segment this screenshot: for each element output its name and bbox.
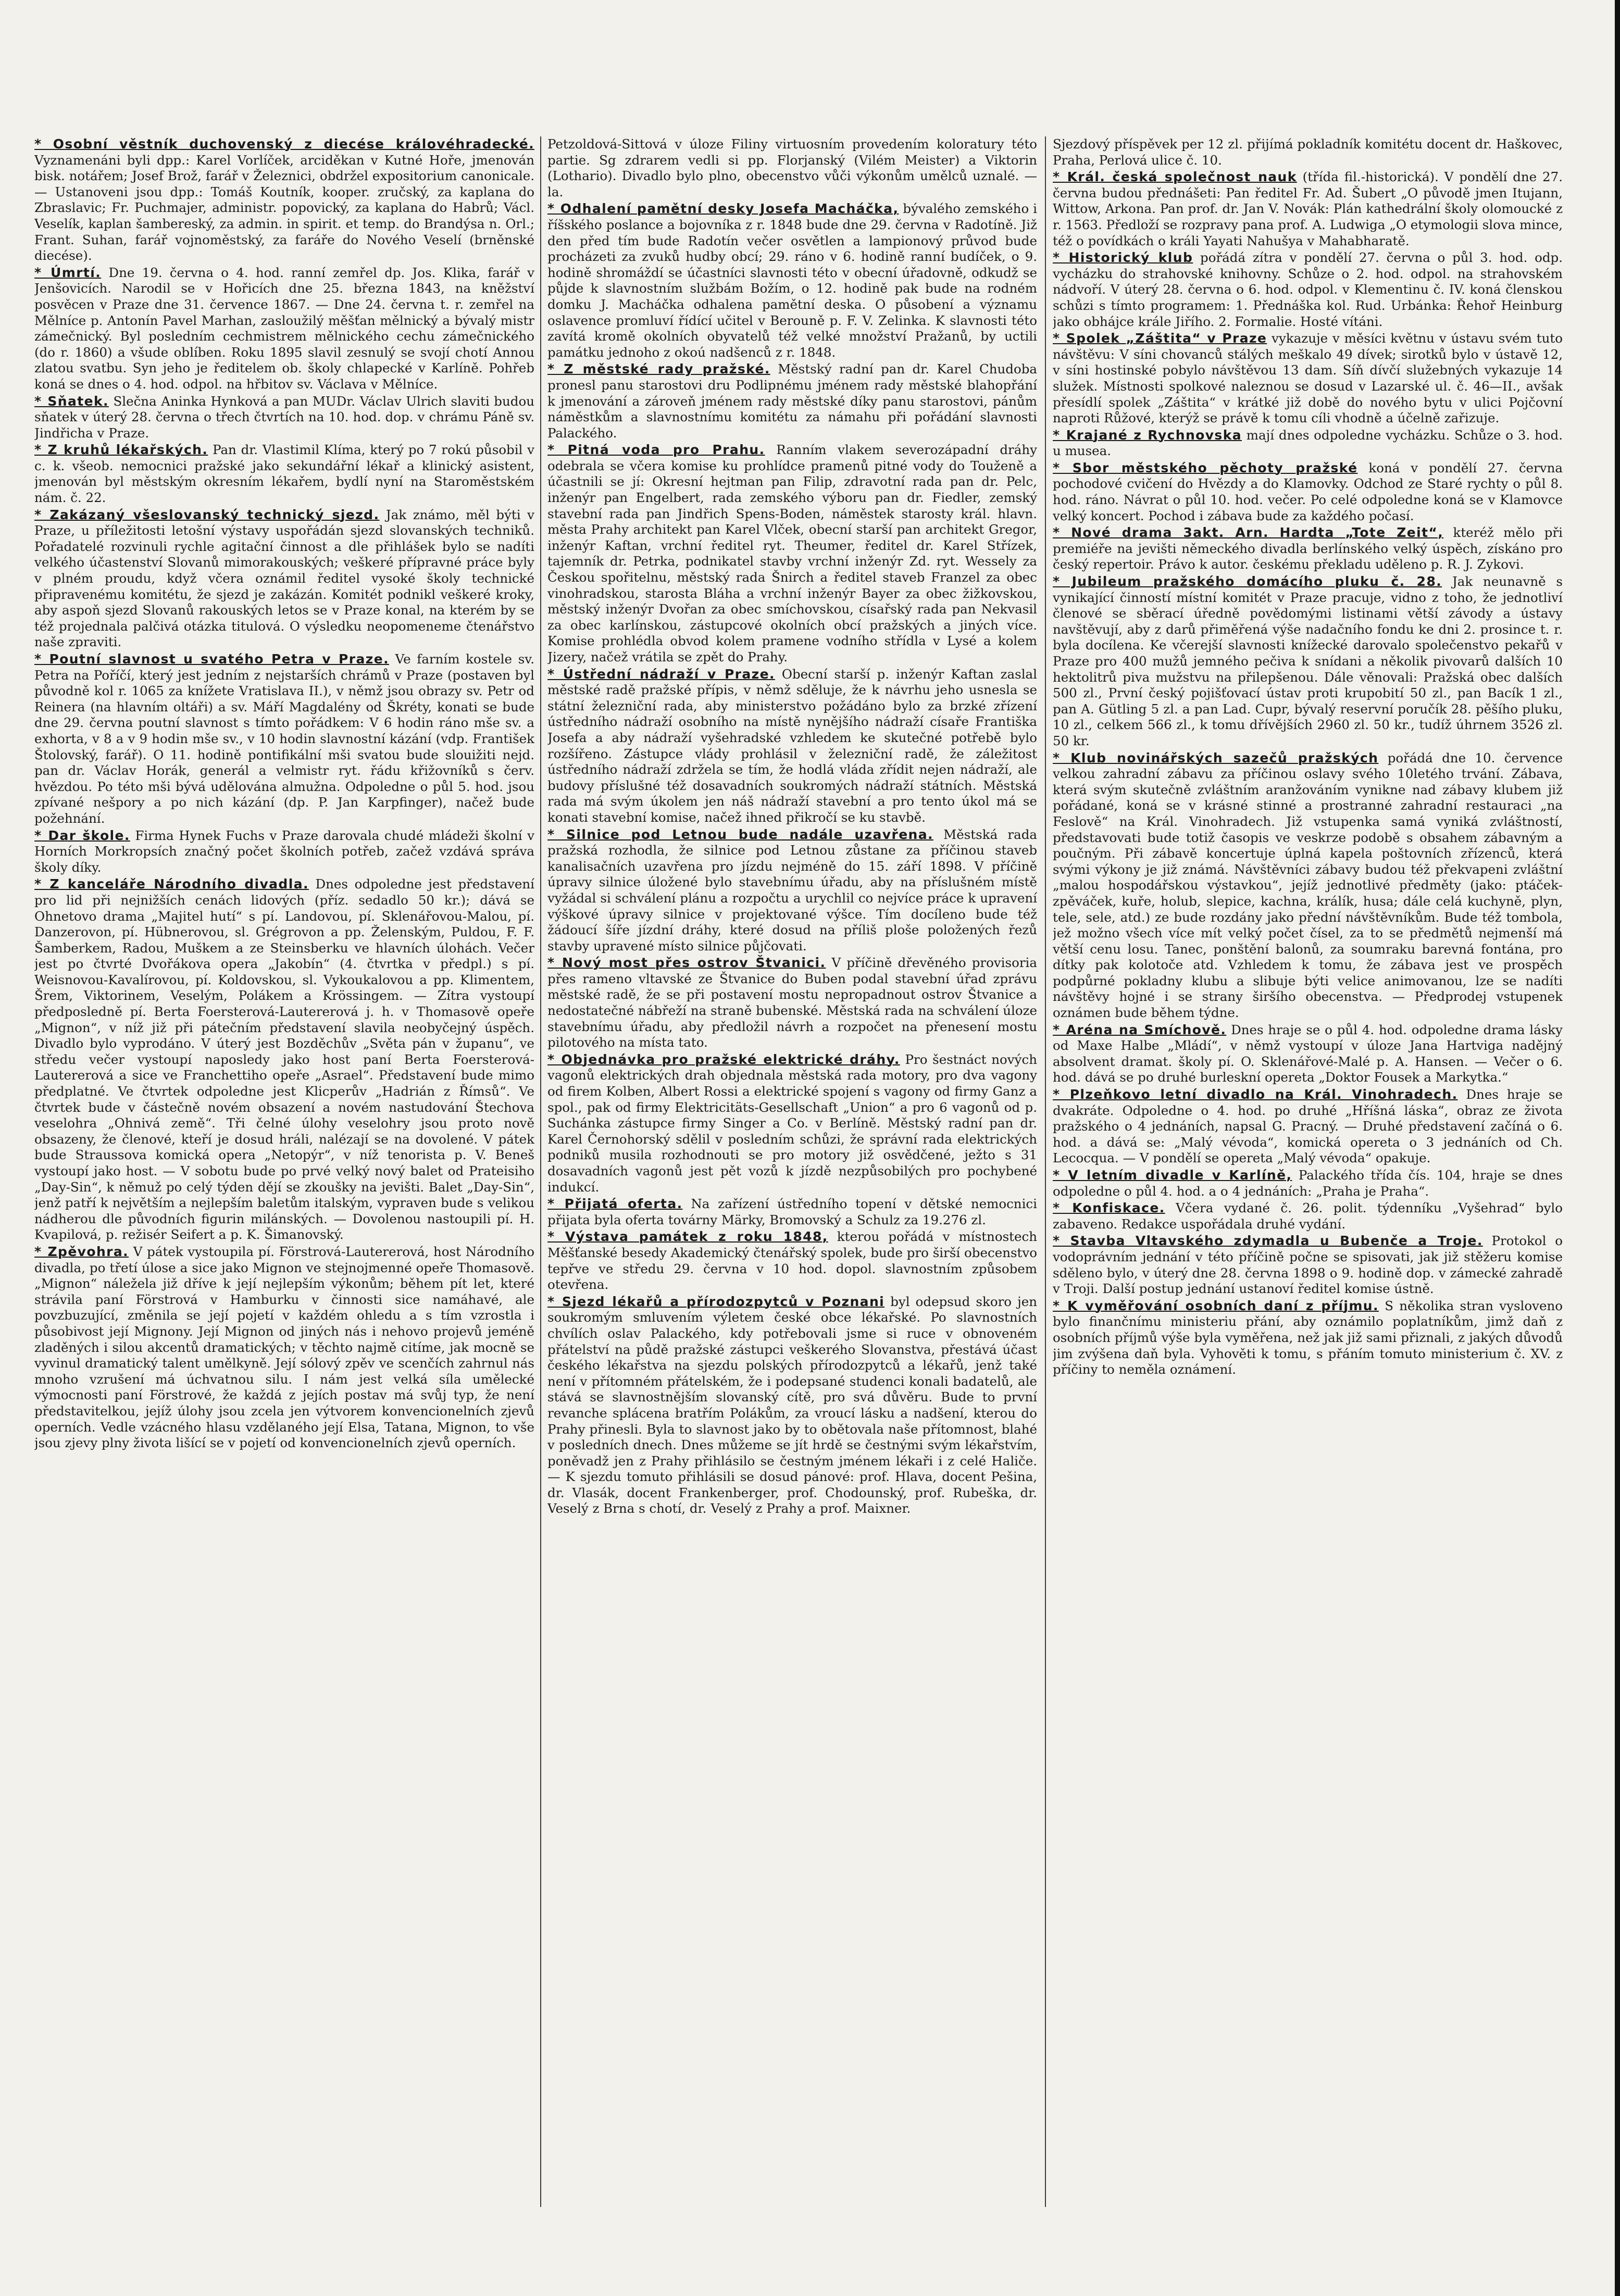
article-body: Petzoldová-Sittová v úloze Filiny virtuosním provedením koloratury této partie. Sg zdrarem vedli si pp. Florjanský (Vilém Meister) a Viktorin (Lothario). Divadlo bylo plno, obecenstvo vůči výkonům umělců uznalé. —la. [547, 136, 1037, 199]
article-body: Palackého třída čís. 104, hraje se dnes odpoledne o půl 4. hod. a o 4 jednáních: „Praha je Praha“. [1053, 1168, 1563, 1199]
article [547, 955, 1037, 1051]
article [1053, 1200, 1563, 1232]
article-body: Dnes hraje se dvakráte. Odpoledne o 4. hod. po druhé „Hříšná láska“, obraz ze života pražského o 4 jednáních, napsal G. Pracný. — Druhé představení začíná o 6. hod. a dává se: „Malý vévoda“, komická opereta o 3 jednáních od Ch. Lecocqua. — V pondělí se opereta „Malý vévoda“ opakuje. [1053, 1087, 1563, 1166]
article-heading: * Konfiskace. [1053, 1200, 1165, 1216]
column-divider [1045, 136, 1046, 2207]
article-body: Dnes odpoledne jest představení pro lid při nejnižších cenách lidových (příz. sedadlo 50 kr.); dává se Ohnetovo drama „Majitel hutí“ s pí. Landovou, pí. Sklenářovou-Malou, pí. Danzerovon, pí. Hübnerovou, sl. Grégrovon a pp. Želenským, Puldou, F. F. Šamberkem, Radou, Muškem a ze Steinsberku ve hlavních úlohách. Večer jest po čtvrté Dvořákova opera „Jakobín“ (4. čtvrtka v předpl.) s pí. Weisnovou-Kavalírovou, pí. Koldovskou, sl. Vykoukalovou a pp. Klimentem, Šrem, Viktorinem, Veselým, Polákem a Krössingem. — Zítra vystoupí předposledně pí. Berta Foersterová-Lautererová j. h. v Thomasově opeře „Mignon“, v níž již při pátečním představení slavila neobyčejný úspěch. Divadlo bylo vyprodáno. V úterý jest Bozděchův „Světa pán v županu“, ve středu večer vystoupí naposledy jako host paní Berta Foersterová-Lautererová a sice ve Franchettiho opeře „Asrael“. Představení bude mimo předplatné. Ve čtvrtek odpoledne jest Klicperův „Hadrián z Římsů“. Ve čtvrtek bude v částečně novém obsazení a novém nastudování Štechova veselohra „Ohnivá země“. Tři čelné úlohy veselohry jsou proto nově obsazeny, že členové, kteří je dosud hráli, nalézají se na dovolené. V pátek bude Straussova komická opera „Netopýr“, v níž tenorista p. V. Beneš vystoupí jako host. — V sobotu bude po prvé velký nový balet od Prateisiho „Day-Sin“, k němuž po celý týden dějí se zkoušky na jevišti. Balet „Day-Sin“, jenž patří k největším a nejlepším baletům italským, vypraven bude s velikou nádherou dle původních figurin milánských. — Dovolenou nastoupili pí. H. Kvapilová, p. režisér Seifert a p. K. Šimanovský. [34, 876, 534, 1243]
article [547, 667, 1037, 826]
article-body: Sjezdový příspěvek per 12 zl. přijímá pokladník komitétu docent dr. Haškovec, Praha, Perlová ulice č. 10. [1053, 136, 1563, 168]
article [1053, 169, 1563, 249]
article [1053, 574, 1563, 749]
article-body: koná v pondělí 27. června pochodové cvičení do Hvězdy a do Klamovky. Odchod ze Staré rychty o půl 8. hod. ráno. Návrat o půl 10. hod. večer. Po celé odpoledne koná se v Klamovce velký koncert. Pochod i zábava bude za každého počasí. [1053, 460, 1563, 523]
article [1053, 136, 1563, 168]
column-middle [547, 136, 1037, 2207]
article-body: Slečna Aninka Hynková a pan MUDr. Václav Ulrich slaviti budou sňatek v úterý 28. června o třech čtvrtích na 10. hod. dop. v chrámu Páně sv. Jindřicha v Praze. [34, 393, 534, 441]
article-heading: * Klub novinářských sazečů pražských [1053, 750, 1379, 766]
article-heading: * Ústřední nádraží v Praze. [547, 666, 775, 682]
article [1053, 331, 1563, 426]
article-body: pořádá dne 10. července velkou zahradní zábavu za příčinou oslavy svého 10letého trvání. Zábava, která svým skutečně zvláštním aranžováním vynikne nad zábavy klubem již pořádané, koná se v krásné stinné a prostranné zahradní restauraci „na Feslově“ na Král. Vinohradech. Již vstupenka samá vyniká zvláštností, představovati bude totiž časopis ve veskrze podobě s obsahem zábavným a poučným. Při zábavě koncertuje úplná kapela poštovních zřízenců, která svými výkony je již známá. Návštěvníci zábavy budou též překvapeni zvláštní „malou hospodářskou výstavkou“, jejíž jednotlivé předměty (jako: ptáček-zpěváček, kuře, holub, slepice, kachna, králík, husa; dále celá kuchyně, plyn, tele, sele, atd.) ze bude rozdány jako přední návštěvníkům. Bude též tombola, jež možno všech více mít velký počet čísel, za to se předmětů nejmenší má větší cenu losu. Tanec, ponštění balonů, za soumraku barevná fontána, pro dítky pak kolotoče atd. Vzhledem k tomu, že zábava jest ve prospěch podpůrné pokladny klubu a slibuje býti velice animovanou, lze se nadíti návštěvy hojné i se strany širšího obecenstva. — Předprodej vstupenek oznámen bude během týdne. [1053, 750, 1563, 1021]
article-body: V pátek vystoupila pí. Förstrová-Lautererová, host Národního divadla, po třetí úlose a sice jako Mignon ve stejnojmenné opeře Thomasově. „Mignon“ náležela již dříve k její nejlepším výkonům; během pít let, které strávila paní Förstrová v Hamburku v činnosti sice namáhavé, ale povzbuzující, změnila se její pojetí v každém ohledu a s tím vzrostla i působivost její Mignony. Její Mignon od jiných nás i nehovo projevů jeméně zladěných i silou akcentů dramatických; v těchto najmě citíme, jak mocně se vyvinul dramatický talent umělkyně. Její sólový zpěv ve scenčích zahrnul nás mnoho vzrušení má úchvatnou silu. I nám jest velká síla umělecké výmocnosti paní Förstrové, že každá z jejích postav má svůj typ, že není představitelkou, jejíž úlohy jsou zcela jen výtvorem konvencionelních zjevů operních. Vedle vzácného hlasu vzdělaného její Elsa, Tatana, Mignon, to vše jsou zjevy plny života lišící se v pojetí od konvencionelních zjevů operních. [34, 1244, 534, 1451]
article-body: Městská rada pražská rozhodla, že silnice pod Letnou zůstane za příčinou staveb kanalisačních uzavřena pro jízdu nejméně do 15. září 1898. V příčině úpravy silnice úložené bylo stavebnímu úřadu, aby na příslušném místě vyžádal si schválení plánu a rozpočtu a urychlil co nejvíce práce k upravení výškové úpravy silnice v projektované výšce. Tím docíleno bude též žádoucí šíře jízdní dráhy, které dosud na příliš ploše položených řezů stavby upravené místo silnice půjčovati. [547, 826, 1037, 953]
article-heading: * V letním divadle v Karlíně, [1053, 1168, 1292, 1183]
article-heading: * Přijatá oferta. [547, 1196, 683, 1212]
article-body: Pan dr. Vlastimil Klíma, který po 7 rokú působil v c. k. všeob. nemocnici pražské jako sekundářní lékař a klinický asistent, jmenován byl městským okresním lékařem, bydlí nyní na Staroměstském nám. č. 22. [34, 442, 534, 506]
article-body: (třída fil.-historická). V pondělí dne 27. června budou přednášeti: Pan ředitel Fr. Ad. Šubert „O původě jmen Itujann, Wittow, Arkona. Pan prof. dr. Jan V. Novák: Plán kathedrální školy olomoucké z r. 1563. Předloží se rozpravy pana prof. A. Ludwiga „O etymologii slova mince, též o povídkách o králi Yayati Nahušya v Mahabharatě. [1053, 169, 1563, 248]
article [34, 828, 534, 876]
article [547, 1052, 1037, 1195]
article-heading: * Silnice pod Letnou bude nadále uzavřena. [547, 826, 933, 842]
article-body: Ve farním kostele sv. Petra na Poříčí, který jest jedním z nejstarších chrámů v Praze (postaven byl původně kol r. 1065 za knížete Vratislava II.), v němž jsou obrazy sv. Petr od Reinera (na hlavním oltáři) a sv. Máří Magdalény od Škréty, konati se bude dne 29. června poutní slavnost s tímto pořádkem: V 6 hodin ráno mše sv. a exhorta, v 8 a v 9 hodin mše sv., v 10 hodin slavnostní kázání (vdp. František Štolovský, farář). O 11. hodině pontifikální mši svatou bude slouižiti nejd. pan dr. Václav Horák, generál a velmistr ryt. řádu křižovníků s červ. hvězdou. Po této mši bývá udělována almužna. Odpoledne o půl 5. hod. jsou zpívané nešpory a po nich kázání (dp. P. Jan Karpfinger), načež bude požehnání. [34, 651, 534, 826]
article-body: kterou pořádá v místnostech Měšťanské besedy Akademický čtenářský spolek, bude pro širší obecenstvo tepřve ve středu 29. června v 10 hod. dopol. slavnostním způsobem otevřena. [547, 1229, 1037, 1293]
article-body: pořádá zítra v pondělí 27. června o půl 3. hod. odp. vycházku do strahovské knihovny. Schůze o 2. hod. odpol. na strahovském nádvoří. V úterý 28. června o 6. hod. odpol. v Klementinu č. IV. koná členskou schůzi s tímto programem: 1. Přednáška kol. Rud. Urbánka: Řehoř Heinburg jako obhájce krále Jiřího. 2. Formalie. Hosté vítáni. [1053, 250, 1563, 329]
article [1053, 1022, 1563, 1086]
article [34, 136, 534, 264]
article [547, 1294, 1037, 1517]
column-divider [540, 136, 541, 2207]
article [34, 1244, 534, 1451]
article-heading: * Král. česká společnost nauk [1053, 169, 1297, 185]
article [1053, 525, 1563, 573]
article-body: Jak neunavně s vynikající činností místní komitét v Praze pracuje, vidno z toho, že jednotliví členové se sběrací úředně povědomými listinami větší závody a ústavy navštěvují, aby z darů přiměřená výše nadačního fondu ke dni 2. prosince t. r. byla docílena. Ke včerejší slavnosti knížecké darovalo společenstvo pekařů v Praze pro 400 mužů jemného pečiva k snídani a několik pivovarů dalších 10 hektolitrů piva mužstvu na přilepšenou. Dále věnovali: Pražská obec dalších 500 zl., První český pojišťovací ústav proti krupobití 50 zl., pan Bacík 1 zl., pan A. Gütling 5 zl. a pan Lad. Cupr, bývalý reservní poručík 28. pěšího pluku, 10 zl., celkem 566 zl., k tomu dřívějších 2960 zl. 50 kr., tudíž úhrnem 3526 zl. 50 kr. [1053, 574, 1563, 748]
article-heading: * K vyměřování osobních daní z příjmu. [1053, 1298, 1379, 1313]
article [547, 1196, 1037, 1228]
article-heading: * Sbor městského pěchoty pražské [1053, 460, 1358, 475]
article-body: mají dnes odpoledne vycházku. Schůze o 3. hod. u musea. [1053, 427, 1563, 459]
article [34, 265, 534, 393]
article-body: vykazuje v měsíci květnu v ústavu svém tuto návštěvu: V síni chovanců stálých meškalo 49 dívek; sirotků bylo v ústavě 12, v síni hostinské pobylo návštěvou 13 dam. Síň dívčí služebných vykazuje 14 služek. Místnosti spolkové naleznou se dosud v Lazarské ul. č. 46—II., avšak přesídlí spolek „Záštita“ v krátké již době do nového bytu v ulici Pojčovní naproti Růžové, kterýž se právě k tomu cíli vhodně a účelně zařizuje. [1053, 331, 1563, 426]
article-heading: * Výstava památek z roku 1848, [547, 1229, 828, 1245]
article-heading: * Z kanceláře Národního divadla. [34, 876, 309, 892]
article-heading: * Krajané z Rychnovska [1053, 427, 1242, 443]
article-heading: * Dar škole. [34, 827, 130, 843]
scan-edge [1615, 0, 1620, 2296]
article-heading: * Sňatek. [34, 393, 109, 409]
article-heading: * Úmrtí. [34, 265, 102, 280]
article-heading: * Aréna na Smíchově. [1053, 1022, 1227, 1037]
article-body: Dne 19. června o 4. hod. ranní zemřel dp. Jos. Klika, farář v Jenšovicích. Narodil se v Hořicích dne 25. března 1843, na kněžství posvěcen v Praze dne 31. července 1867. — Dne 24. června t. r. zemřel na Mělníce p. Antonín Pavel Marhan, zasloužilý měšťan mělnický a bývalý mistr zámečnický. Byl posledním cechmistrem mělnického cechu zámečnického (do r. 1860) a všude oblíben. Roku 1895 slavil zesnulý se svojí chotí Annou zlatou svatbu. Syn jeho je ředitelem ob. školy chlapecké v Karlíně. Pohřeb koná se dnes o 4. hod. odpol. na hřbitov sv. Václava v Mělníce. [34, 265, 534, 392]
article [547, 136, 1037, 200]
article-heading: * Z kruhů lékařských. [34, 442, 208, 458]
article-body: V příčině dřevěného provisoria přes rameno vltavské ze Štvanice do Buben podal stavební úřad zprávu městské radě, že se při postavení mostu nepropadnout ostrov Štvanice a nedostatečné nábřeží na straně bubenské. Městská rada na schválení úloze stavebnímu úřadu, aby předložil návrh a rozpočet na přenesení mostu pilotového na místa tato. [547, 955, 1037, 1050]
article [547, 827, 1037, 955]
article [1053, 460, 1563, 524]
article-body: Ranním vlakem severozápadní dráhy odebrala se včera komise ku prohlídce pramenů pitné vody do Touženě a účastnili se jí: Okresní hejtman pan Filip, zdravotní rada pan dr. Pelc, inženýr pan Engelbert, rada zemského výboru pan dr. Fiedler, zemský stavební rada pan Jindřich Spens-Boden, náměstek starosty král. hlavn. města Prahy architekt pan Karel Vlček, obecní starší pan architekt Gregor, inženýr Kaftan, vrchní ředitel ryt. Theumer, ředitel dr. Karel Střízek, tajemník dr. Petrka, podnikatel stavby vrchní inženýr Zd. ryt. Wessely za Českou spořitelnu, městský rada Šnirch a ředitel staveb Franzel za obec vinohradskou, starosta Bláha a vrchní inženýr Bayer za obec žižkovskou, městský inženýr Dvořan za obec smíchovskou, císařský rada pan Nekvasil za obec karlínskou, zástupcové okolních obcí pražských a jiných více. Komise prohlédla obvod kolem pramene vodního střídla v Lysé a kolem Jizery, načež vrátila se zpět do Prahy. [547, 442, 1037, 664]
newspaper-page [34, 136, 1563, 2207]
column-left [34, 136, 534, 2207]
article [34, 507, 534, 650]
article [1053, 1087, 1563, 1166]
article-heading: * Poutní slavnost u svatého Petra v Praze. [34, 651, 389, 667]
article [1053, 750, 1563, 1021]
article-body: Protokol o vodoprávním jednání v této příčině počne se spisovati, jak již stěžeru komise sděleno bylo, v úterý dne 28. června 1898 o 9. hodině dop. v zámecké zahradě v Troji. Další postup jednání ustanoví ředitel komise ústně. [1053, 1233, 1563, 1297]
article-heading: * Historický klub [1053, 250, 1193, 266]
article-heading: * Zakázaný všeslovanský technický sjezd. [34, 507, 380, 522]
article [1053, 1168, 1563, 1199]
article-body: Včera vydané č. 26. polit. týdenníku „Vyšehrad“ bylo zabaveno. Redakce uspořádala druhé vydání. [1053, 1200, 1563, 1232]
article-heading: * Jubileum pražského domácího pluku č. 28. [1053, 574, 1442, 589]
article-heading: * Stavba Vltavského zdymadla u Bubenče a Troje. [1053, 1233, 1483, 1249]
article-heading: * Pitná voda pro Prahu. [547, 442, 765, 458]
article [1053, 428, 1563, 459]
article [1053, 250, 1563, 330]
article [34, 394, 534, 442]
article-heading: * Osobní věstník duchovenský z diecése královéhradecké. [34, 136, 534, 152]
article-body: Firma Hynek Fuchs v Praze darovala chudé mládeži školní v Horních Morkropsích značný počet školních potřeb, začež vzdává správa školy díky. [34, 827, 534, 875]
article-body: kteréž mělo při premiéře na jevišti německého divadla berlínského velký úspěch, získáno pro český repertoir. Právo k autor. českému překladu uděleno p. R. J. Zykovi. [1053, 525, 1563, 572]
article-heading: * Sjezd lékařů a přírodozpytců v Poznani [547, 1294, 885, 1309]
article-body: S několika stran vysloveno bylo finančnímu ministeriu přání, aby oznámilo poplatníkům, jimž daň z osobních příjmů výše byla vyměřena, než jak již sami přiznali, z jakých důvodů jim zvýšena daň byla. Vyhověti k tomu, s přáním tomuto ministerium č. XV. z příčiny to neměla oznámení. [1053, 1298, 1563, 1377]
column-right [1053, 136, 1563, 2207]
article-body: Dnes hraje se o půl 4. hod. odpoledne drama lásky od Maxe Halbe „Mládí“, v němž vystoupí v úloze Jana Hartviga nadějný absolvent dramat. školy pí. O. Sklenářové-Malé p. A. Hansen. — Večer o 6. hod. dává se po druhé burleskní opereta „Doktor Fousek a Markytka.“ [1053, 1022, 1563, 1085]
article-body: Jak známo, měl býti v Praze, u příležitosti letošní výstavy uspořádán sjezd slovanských techniků. Pořadatelé rozvinuli rychle agitační činnost a dle přihlášek bylo se nadíti velkého účastenství Slovanů mimorakouských; veškeré přípravné práce byly v plném proudu, když včera oznámil ředitel vysoké školy technické připravenému komitétu, že sjezd je zakázán. Komitét podnikl veškeré kroky, aby aspoň sjezd Slovanů rakouských letos se v Praze konal, na kterém by se též projednala palčivá otázka titulová. O výsledku neopomeneme čtenářstvo naše zpraviti. [34, 507, 534, 650]
article [34, 876, 534, 1243]
article-heading: * Nový most přes ostrov Štvanici. [547, 955, 826, 971]
article [547, 361, 1037, 441]
article [547, 1229, 1037, 1293]
article-heading: * Spolek „Záštita“ v Praze [1053, 331, 1267, 346]
article-body: Vyznamenáni byli dpp.: Karel Vorlíček, arciděkan v Kutné Hoře, jmenován bisk. notářem; Josef Brož, farář v Železnici, obdržel expositorium canonicale. — Ustanoveni jsou dpp.: Tomáš Koutník, kooper. zručský, za kaplana do Zbraslavic; Fr. Puchmajer, administr. popovický, za kaplana do Habrů; Václ. Veselík, kaplan šambereský, za admin. in spirit. et temp. do Brandýsa n. Orl.; Frant. Suhan, farář vojnoměstský, za faráře do Nového Veselí (brněnské diecése). [34, 152, 534, 264]
article [34, 651, 534, 827]
article-body: Pro šestnáct nových vagonů elektrických drah objednala městská rada motory, pro dva vagony od firem Kolben, Albert Rossi a elektrické spojení s vagony od firmy Ganz a spol., pak od firmy Elektricitäts-Gesellschaft „Union“ a pro 6 vagonů od p. Suchánka zástupce firmy Singer a Co. v Berlíně. Městský radní pan dr. Karel Černohorský sdělil v posledním schůzi, že správní rada elektrických podniků musila rozhodnouti se pro motory již osvědčené, ježto s 31 dosavadních vagonů jest pět vozů k jízdě nezpůsobilých pro pochybené indukcí. [547, 1051, 1037, 1195]
article [547, 442, 1037, 665]
article-body: Na zařízení ústředního topení v dětské nemocnici přijata byla oferta továrny Märky, Bromovský a Schulz za 19.276 zl. [547, 1196, 1037, 1227]
article-body: bývalého zemského i říšského poslance a bojovníka z r. 1848 bude dne 29. června v Radotíně. Již den před tím bude Radotín večer osvětlen a lampionový průvod bude procházeti za zvuků hudby obcí; 29. ráno v 6. hodině ranní budíček, o 9. hodině shromáždí se účastníci slavnosti této v obecní úřadovně, odkudž se půjde k slavnostním službám Božím, o 12. hodině pak bude na rodném domku J. Macháčka odhalena pamětní deska. O působení a významu oslavence promluví řídící učitel v Berouně p. F. V. Zelinka. K slavnosti této zavítá kromě okolních obyvatelů též velké množství Pražanů, by uctili památku jednoho z okoú nadšenců z r. 1848. [547, 201, 1037, 360]
article-body: byl odepsud skoro jen soukromým smluvením výletem české obce lékařské. Po slavnostních chvílích oslav Palackého, kdy potřebovali jsme si ruce v obnoveném přátelství na půdě pražské zástupci veškerého Slovanstva, přestává účast českého lékařstva na sjezdu polských přírodozpytců a lékařů, jenž také není v přítomném přátelském, že i podepsané studenci konali badatelů, ale stává se slavnostnějším slovanský cítě, pro svá důvěru. Bude to první revanche splácena bratřím Polákům, za vroucí lásku a nadšení, kterou do Prahy přinesli. Byla to slavnost jako by to obětovala naše přítomnost, blahé v posledních dnech. Dnes můžeme se jít hrdě se čestnými svým lékařstvím, poněvadž jen z Prahy přihlásilo se čestným jménem lékaři i z celé Haliče. — K sjezdu tomuto přihlásili se dosud pánové: prof. Hlava, docent Pešina, dr. Vlasák, docent Frankenberger, prof. Chodounský, prof. Rubeška, dr. Veselý z Brna s chotí, dr. Veselý z Prahy a prof. Maixner. [547, 1294, 1037, 1516]
article-heading: * Plzeňkovo letní divadlo na Král. Vinohradech. [1053, 1087, 1458, 1102]
article [1053, 1298, 1563, 1378]
article-body: Městský radní pan dr. Karel Chudoba pronesl panu starostovi dru Podlipnému jménem rady městské blahopřání k jmenování a zároveň jménem rady městské díky panu starostovi, pánům náměstkům a slavnostnímu komitétu za námahu při pořádání slavnosti Palackého. [547, 361, 1037, 441]
article-heading: * Odhalení pamětní desky Josefa Macháčka, [547, 201, 899, 217]
article-heading: * Nové drama 3akt. Arn. Hardta „Tote Zeit“, [1053, 525, 1444, 541]
article-body: Obecní starší p. inženýr Kaftan zaslal městské radě pražské přípis, v němž sděluje, že k návrhu jeho usnesla se státní železniční rada, aby ministerstvo požádáno bylo za brzké zřízení ústředního nádraží osobního na místě nynějšího nádraží císaře Františka Josefa a aby nádraží vyšehradské vzhledem ke skutečné potřebě bylo rozšířeno. Zástupce vlády prohlásil v železniční radě, že záležitost ústředního nádraží zdržela se tím, že hodlá vláda zřídit nejen nádraží, ale budovy příslušné též dosavadních soukromých nádraží státních. Městská rada má svým úkolem jen náš nádraží stavební a pro tento úkol má se konati stavební komise, načež ihned přikročí se ku stavbě. [547, 666, 1037, 825]
article-heading: * Z městské rady pražské. [547, 361, 770, 377]
article [547, 201, 1037, 360]
article [34, 442, 534, 506]
article-heading: * Objednávka pro pražské elektrické dráhy. [547, 1051, 900, 1067]
article [1053, 1233, 1563, 1297]
article-heading: * Zpěvohra. [34, 1244, 129, 1259]
